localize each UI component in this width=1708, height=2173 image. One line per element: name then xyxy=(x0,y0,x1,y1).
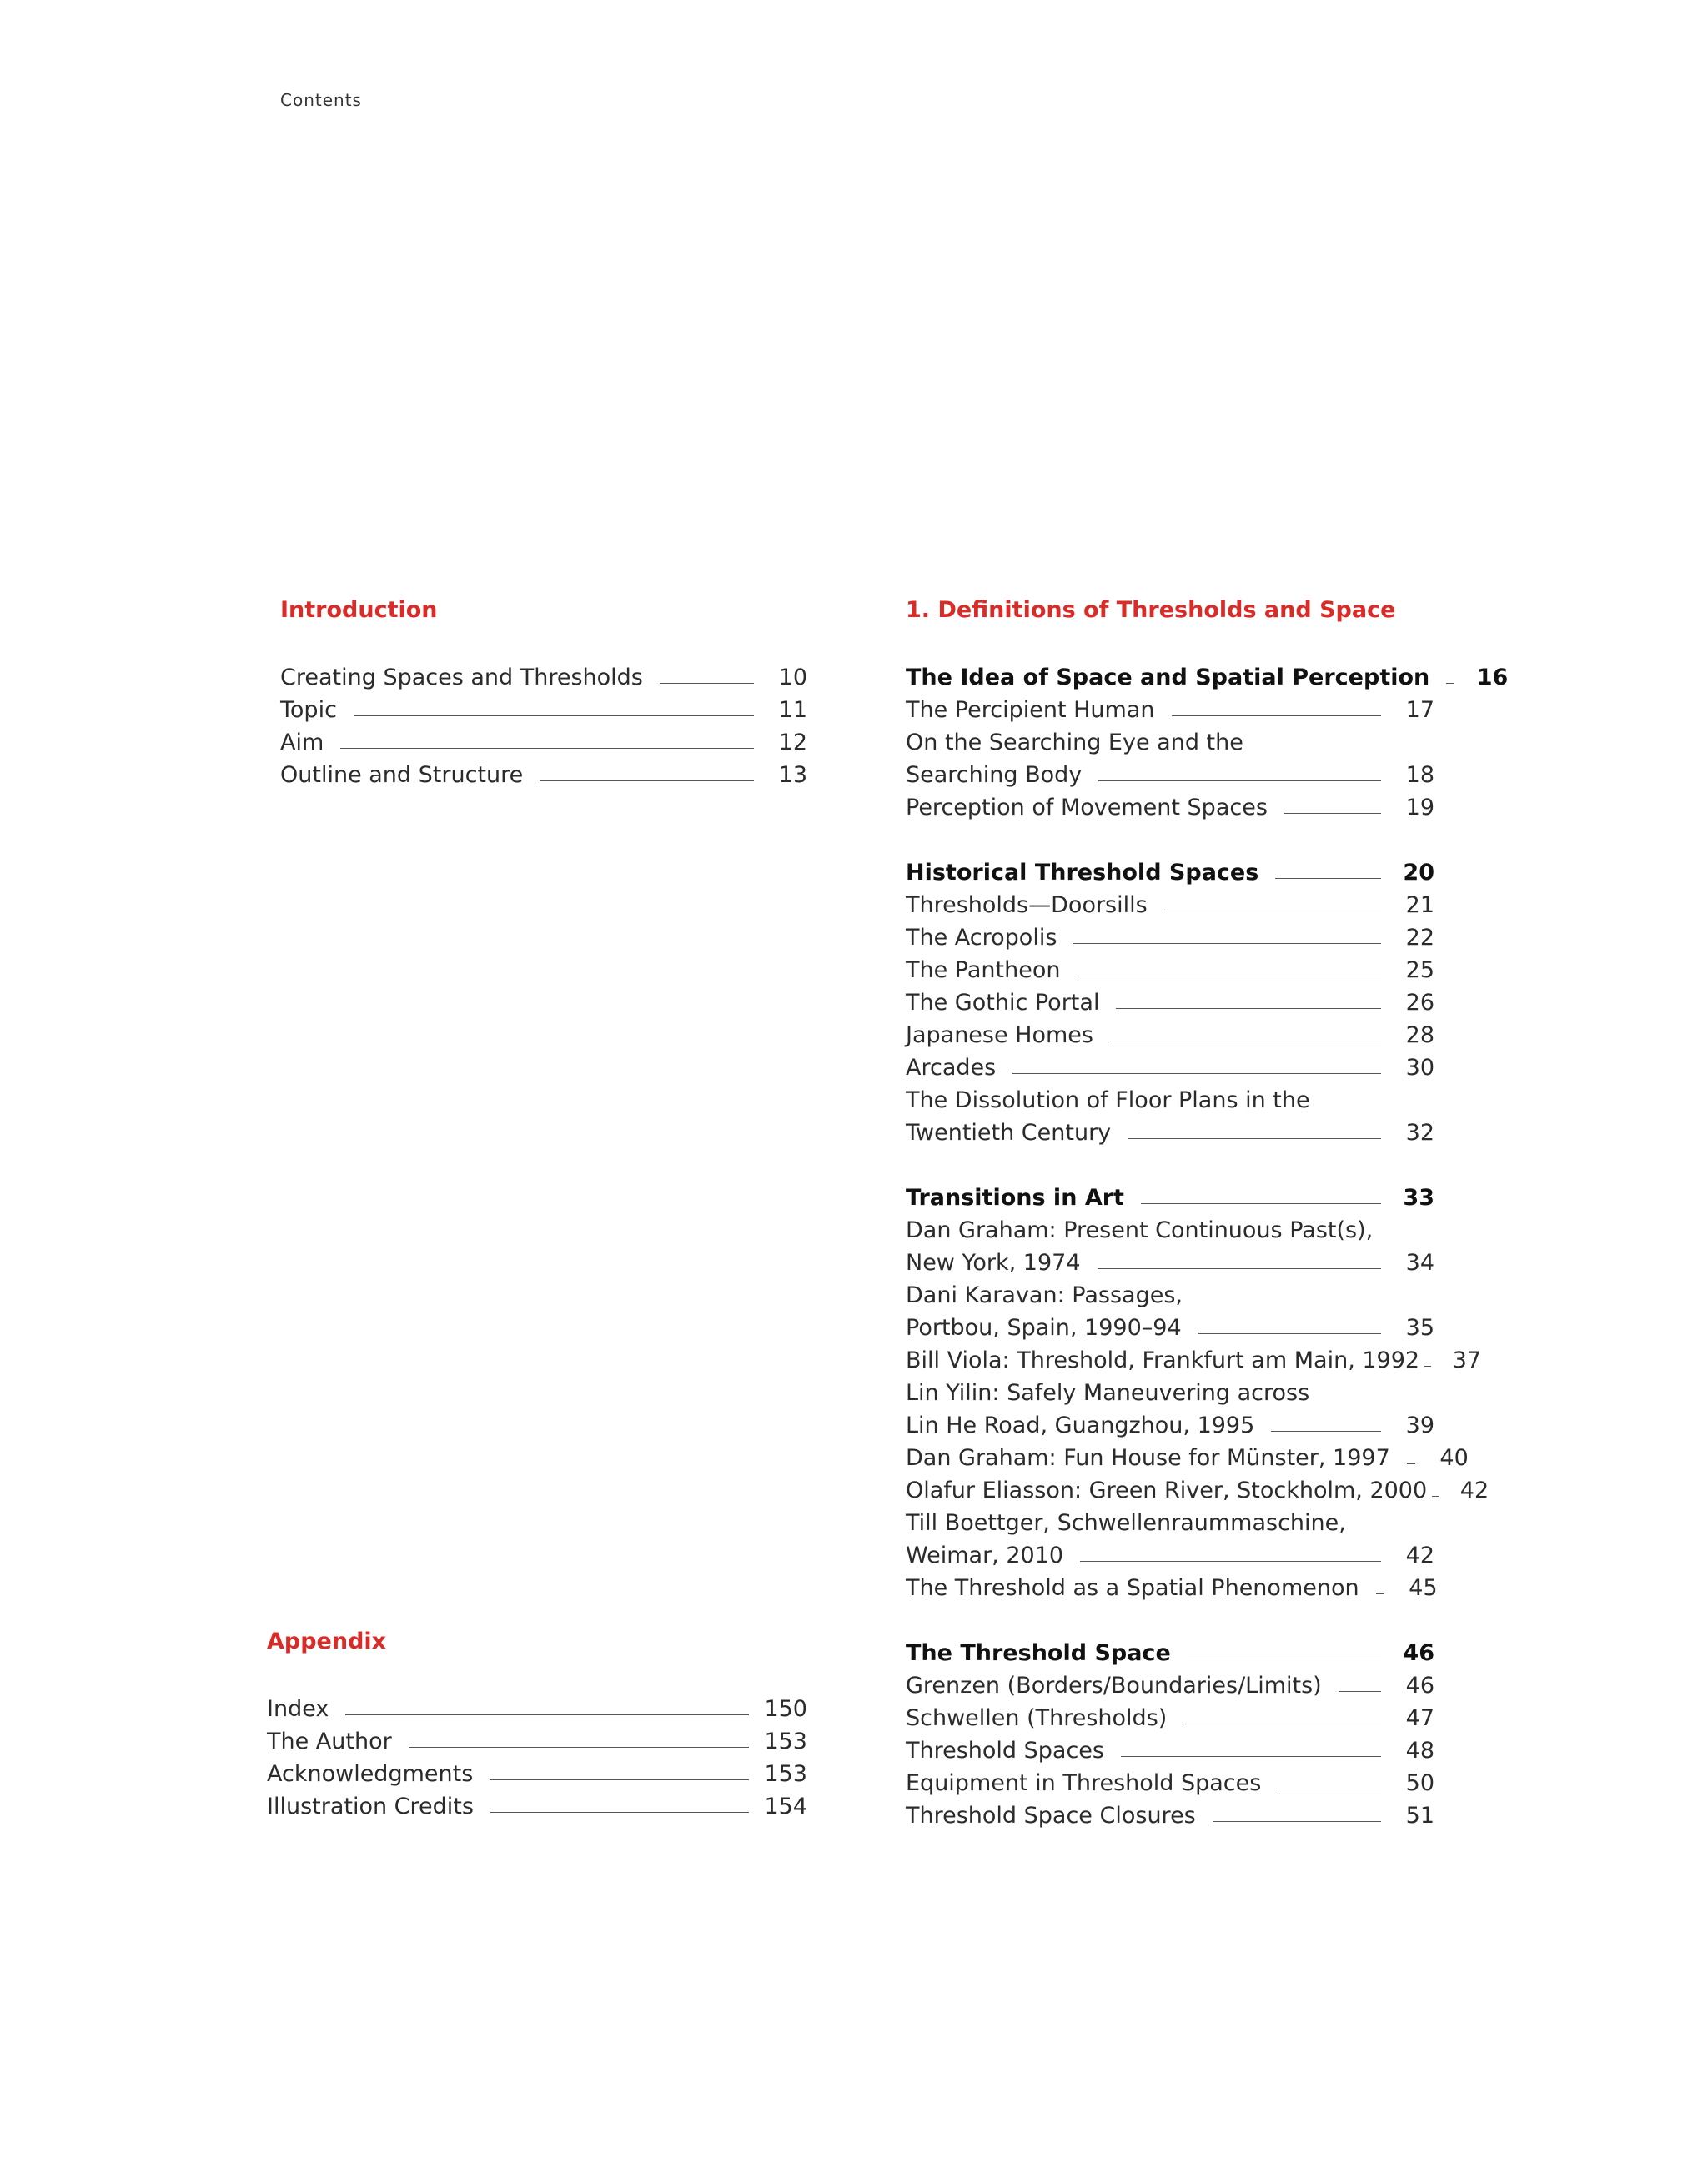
toc-entry xyxy=(906,1572,1438,1604)
toc-entry xyxy=(906,1799,1434,1832)
toc-entry-title: Outline and Structure xyxy=(280,762,524,788)
toc-entry-title: On the Searching Eye and the xyxy=(906,730,1243,755)
toc-entry xyxy=(267,1790,807,1823)
toc-entry-page: 17 xyxy=(1405,697,1434,723)
toc-leader-line xyxy=(540,780,754,781)
toc-entry-title: Perception of Movement Spaces xyxy=(906,795,1268,821)
toc-entry-page: 22 xyxy=(1405,925,1434,951)
toc-entry xyxy=(906,1117,1434,1149)
toc-leader-line xyxy=(1073,943,1381,944)
toc-entry xyxy=(280,759,807,791)
toc-entry-title: The Threshold Space xyxy=(906,1640,1171,1666)
toc-entry xyxy=(906,1507,1434,1539)
toc-entry xyxy=(906,1312,1434,1344)
toc-entry-title: Twentieth Century xyxy=(906,1120,1112,1146)
toc-entry-page: 42 xyxy=(1405,1543,1434,1568)
toc-entry xyxy=(267,1725,807,1758)
toc-entry xyxy=(906,921,1434,954)
toc-leader-line xyxy=(1432,1496,1439,1497)
toc-entry xyxy=(906,1247,1434,1279)
toc-leader-line xyxy=(1098,1268,1381,1269)
toc-entry-page: 40 xyxy=(1439,1445,1469,1471)
toc-entry xyxy=(906,759,1434,791)
toc-entry-title: The Author xyxy=(267,1729,392,1754)
toc-entry-title: Illustration Credits xyxy=(267,1794,474,1819)
toc-entry-title: Lin He Road, Guangzhou, 1995 xyxy=(906,1413,1255,1438)
toc-entry-title: The Pantheon xyxy=(906,957,1061,983)
toc-entry-page: 20 xyxy=(1403,860,1434,886)
toc-entry xyxy=(906,1051,1434,1084)
toc-entry-title: Dan Graham: Present Continuous Past(s), xyxy=(906,1217,1374,1243)
toc-entry-page: 26 xyxy=(1405,990,1434,1016)
appendix-heading: Appendix xyxy=(267,1628,387,1654)
appendix-toc-list xyxy=(267,1693,807,1823)
toc-entry xyxy=(906,726,1434,759)
toc-entry-page: 39 xyxy=(1405,1413,1434,1438)
toc-entry xyxy=(267,1693,807,1725)
toc-entry-page: 19 xyxy=(1405,795,1434,821)
toc-leader-line xyxy=(1376,1593,1384,1594)
toc-entry xyxy=(906,1084,1434,1117)
toc-entry-title: Dani Karavan: Passages, xyxy=(906,1282,1183,1308)
toc-entry-title: The Dissolution of Floor Plans in the xyxy=(906,1087,1310,1113)
toc-entry-title: The Gothic Portal xyxy=(906,990,1100,1016)
toc-entry-page: 12 xyxy=(778,730,807,755)
toc-entry-title: Schwellen (Thresholds) xyxy=(906,1705,1168,1731)
toc-leader-line xyxy=(1339,1691,1381,1692)
toc-leader-line xyxy=(1213,1821,1381,1822)
toc-leader-line xyxy=(1080,1561,1381,1562)
toc-leader-line xyxy=(409,1747,750,1748)
toc-entry-page: 45 xyxy=(1409,1575,1438,1601)
toc-leader-line xyxy=(1198,1333,1381,1334)
toc-entry-page: 50 xyxy=(1405,1770,1434,1796)
toc-entry-page: 32 xyxy=(1405,1120,1434,1146)
toc-entry xyxy=(906,694,1434,726)
toc-entry-title: Bill Viola: Threshold, Frankfurt am Main, 1992 xyxy=(906,1347,1420,1373)
toc-entry-page: 18 xyxy=(1405,762,1434,788)
toc-group-entry xyxy=(906,856,1434,889)
toc-entry-page: 30 xyxy=(1405,1055,1434,1081)
toc-entry-page: 13 xyxy=(778,762,807,788)
toc-entry-title: Lin Yilin: Safely Maneuvering across xyxy=(906,1380,1310,1406)
toc-entry xyxy=(906,1442,1469,1474)
toc-entry-title: Grenzen (Borders/Boundaries/Limits) xyxy=(906,1673,1322,1699)
toc-leader-line xyxy=(490,1779,749,1780)
toc-leader-line xyxy=(1098,780,1381,781)
toc-entry-title: Arcades xyxy=(906,1055,997,1081)
toc-entry xyxy=(906,889,1434,921)
toc-entry xyxy=(906,1669,1434,1702)
toc-entry xyxy=(280,694,807,726)
toc-entry-title: Thresholds—Doorsills xyxy=(906,892,1148,918)
toc-spacer xyxy=(906,824,1434,856)
toc-entry-page: 37 xyxy=(1452,1347,1482,1373)
toc-leader-line xyxy=(1284,813,1381,814)
toc-entry-page: 46 xyxy=(1405,1673,1434,1699)
toc-leader-line xyxy=(660,683,754,684)
toc-spacer xyxy=(906,1149,1434,1182)
toc-leader-line xyxy=(1012,1073,1381,1074)
chapter1-heading: 1. Definitions of Thresholds and Space xyxy=(906,597,1396,623)
toc-leader-line xyxy=(1446,683,1454,684)
toc-entry xyxy=(906,986,1434,1019)
toc-group-entry xyxy=(906,1637,1434,1669)
toc-entry-title: Dan Graham: Fun House for Münster, 1997 xyxy=(906,1445,1390,1471)
toc-entry-title: Olafur Eliasson: Green River, Stockholm, 2000 xyxy=(906,1478,1428,1503)
toc-entry-page: 35 xyxy=(1405,1315,1434,1341)
toc-entry-title: Till Boettger, Schwellenraummaschine, xyxy=(906,1510,1346,1536)
toc-entry-title: Japanese Homes xyxy=(906,1022,1093,1048)
toc-entry xyxy=(906,1702,1434,1734)
toc-entry-page: 21 xyxy=(1405,892,1434,918)
toc-entry-title: Acknowledgments xyxy=(267,1761,474,1787)
toc-leader-line xyxy=(340,748,754,749)
toc-entry-page: 150 xyxy=(764,1696,807,1722)
toc-entry-page: 34 xyxy=(1405,1250,1434,1276)
toc-entry xyxy=(906,1734,1434,1767)
toc-entry-page: 153 xyxy=(764,1729,807,1754)
toc-leader-line xyxy=(1116,1008,1381,1009)
toc-leader-line xyxy=(1275,878,1381,879)
toc-leader-line xyxy=(345,1714,749,1715)
toc-entry-page: 42 xyxy=(1459,1478,1489,1503)
toc-entry-title: Threshold Space Closures xyxy=(906,1803,1196,1829)
toc-entry xyxy=(906,1214,1434,1247)
toc-entry-title: Transitions in Art xyxy=(906,1185,1124,1211)
toc-group-entry xyxy=(906,1182,1434,1214)
chapter1-toc-list xyxy=(906,661,1509,1832)
toc-entry-page: 33 xyxy=(1403,1185,1434,1211)
toc-leader-line xyxy=(1141,1203,1381,1204)
toc-entry xyxy=(906,1539,1434,1572)
toc-entry-title: The Acropolis xyxy=(906,925,1057,951)
toc-entry-title: Index xyxy=(267,1696,329,1722)
toc-entry-page: 25 xyxy=(1405,957,1434,983)
toc-entry xyxy=(906,954,1434,986)
introduction-heading: Introduction xyxy=(280,597,438,623)
toc-entry xyxy=(906,1377,1434,1409)
toc-entry-title: Searching Body xyxy=(906,762,1083,788)
toc-entry-page: 51 xyxy=(1405,1803,1434,1829)
running-header: Contents xyxy=(280,90,362,110)
toc-leader-line xyxy=(1128,1138,1381,1139)
toc-entry-title: Portbou, Spain, 1990–94 xyxy=(906,1315,1182,1341)
toc-entry-page: 11 xyxy=(778,697,807,723)
toc-leader-line xyxy=(354,715,754,716)
toc-entry-title: Aim xyxy=(280,730,324,755)
toc-entry-page: 153 xyxy=(764,1761,807,1787)
toc-entry-title: The Threshold as a Spatial Phenomenon xyxy=(906,1575,1359,1601)
toc-leader-line xyxy=(1407,1463,1415,1464)
toc-entry-page: 48 xyxy=(1405,1738,1434,1764)
toc-entry xyxy=(906,1344,1482,1377)
toc-entry-page: 154 xyxy=(764,1794,807,1819)
toc-entry xyxy=(906,791,1434,824)
toc-entry-page: 16 xyxy=(1476,665,1509,690)
toc-entry-title: The Idea of Space and Spatial Perception xyxy=(906,665,1430,690)
toc-spacer xyxy=(906,1604,1434,1637)
toc-entry-page: 10 xyxy=(778,665,807,690)
toc-entry-title: New York, 1974 xyxy=(906,1250,1081,1276)
toc-entry-page: 46 xyxy=(1403,1640,1434,1666)
toc-group-entry xyxy=(906,661,1509,694)
toc-entry xyxy=(906,1409,1434,1442)
toc-entry xyxy=(906,1474,1489,1507)
toc-entry-title: Threshold Spaces xyxy=(906,1738,1104,1764)
toc-entry xyxy=(906,1019,1434,1051)
toc-entry xyxy=(280,726,807,759)
toc-entry xyxy=(906,1279,1434,1312)
toc-entry-title: Equipment in Threshold Spaces xyxy=(906,1770,1262,1796)
toc-entry-title: Weimar, 2010 xyxy=(906,1543,1064,1568)
toc-leader-line xyxy=(1424,1366,1431,1367)
toc-entry-page: 47 xyxy=(1405,1705,1434,1731)
toc-leader-line xyxy=(490,1812,750,1813)
toc-entry xyxy=(906,1767,1434,1799)
introduction-toc-list xyxy=(280,661,807,791)
toc-leader-line xyxy=(1271,1431,1381,1432)
toc-leader-line xyxy=(1121,1756,1381,1757)
toc-entry-title: Historical Threshold Spaces xyxy=(906,860,1259,886)
toc-entry-title: The Percipient Human xyxy=(906,697,1155,723)
toc-entry-page: 28 xyxy=(1405,1022,1434,1048)
toc-entry xyxy=(280,661,807,694)
toc-leader-line xyxy=(1172,715,1382,716)
toc-entry xyxy=(267,1758,807,1790)
toc-entry-title: Creating Spaces and Thresholds xyxy=(280,665,643,690)
toc-entry-title: Topic xyxy=(280,697,337,723)
